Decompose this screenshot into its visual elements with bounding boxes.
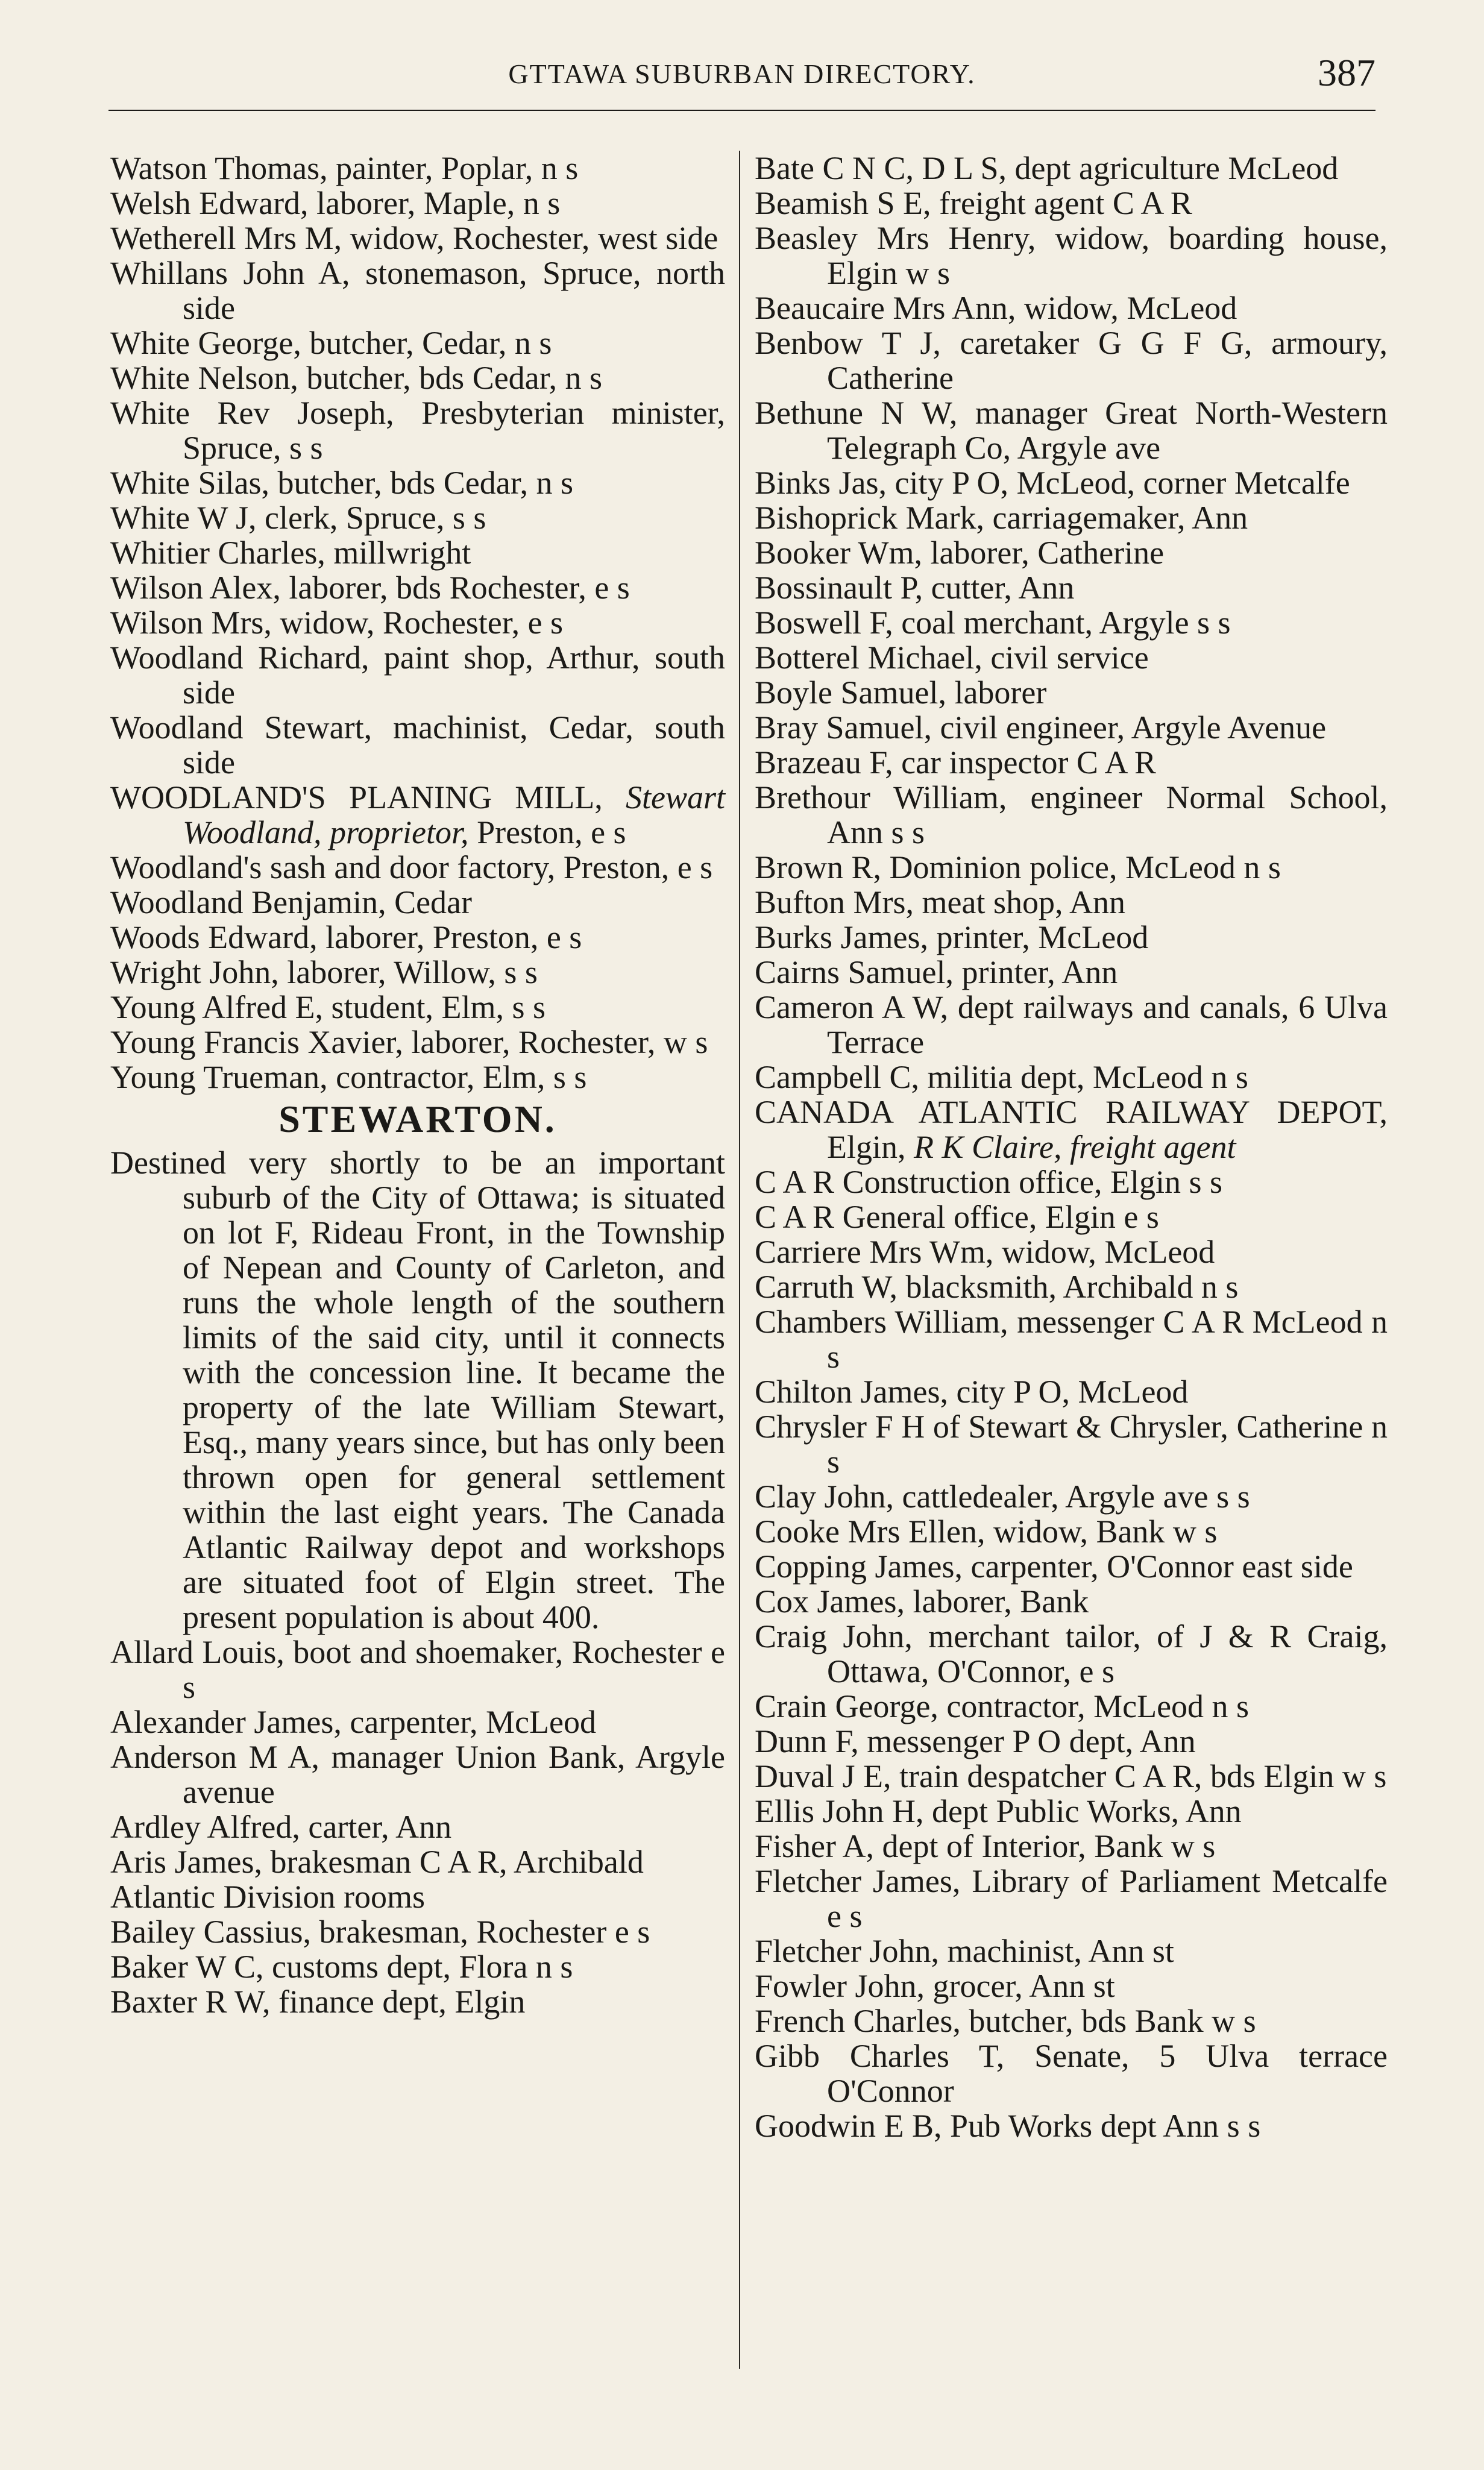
list-item: French Charles, butcher, bds Bank w s — [755, 2003, 1256, 2039]
list-item: White George, butcher, Cedar, n s — [110, 325, 552, 361]
entries-list-wy — [110, 850, 725, 1095]
list-item: Botterel Michael, civil service — [755, 639, 1149, 676]
section-title: STEWARTON. — [278, 1098, 557, 1140]
list-item: Young Alfred E, student, Elm, s s — [110, 989, 546, 1025]
list-item: Gibb Charles T, Senate, 5 Ulva terrace O'Connor — [755, 2038, 1388, 2109]
list-item: Wetherell Mrs M, widow, Rochester, west side — [110, 220, 718, 256]
list-item: Baker W C, customs dept, Flora n s — [110, 1949, 573, 1985]
list-item: Beasley Mrs Henry, widow, boarding house, Elgin w s — [755, 220, 1388, 291]
list-item: Beaucaire Mrs Ann, widow, McLeod — [755, 290, 1237, 326]
list-item: Woodland's sash and door factory, Preston, e s — [110, 849, 713, 885]
list-item: Bishoprick Mark, carriagemaker, Ann — [755, 500, 1248, 536]
list-item: Booker Wm, laborer, Catherine — [755, 535, 1165, 571]
list-item: Bray Samuel, civil engineer, Argyle Avenue — [755, 709, 1327, 746]
list-item: C A R General office, Elgin e s — [755, 1199, 1159, 1235]
business-listing-planing-mill — [110, 780, 725, 850]
list-item: Whillans John A, stonemason, Spruce, north side — [110, 255, 725, 326]
section-description: Destined very shortly to be an important suburb of the City of Ottawa; is situated on lot F, Rideau Front, in the Township of Nepean and County of Carleton, and runs the whole length of the southern limits of the said city, until it connects with the concession line. It became the property of the late William Stewart, Esq., many years since, but has only been thrown open for general settlement within the last eight years. The Canada Atlantic Railway depot and workshops are situated foot of Elgin street. The present population is about 400. — [110, 1145, 725, 1635]
list-item: Alexander James, carpenter, McLeod — [110, 1704, 596, 1740]
page-header — [108, 51, 1376, 100]
list-item: White Silas, butcher, bds Cedar, n s — [110, 465, 574, 501]
list-item: Woodland Stewart, machinist, Cedar, south side — [110, 709, 725, 781]
header-rule — [108, 110, 1376, 111]
running-head: GTTAWA SUBURBAN DIRECTORY. — [508, 58, 976, 89]
list-item: Goodwin E B, Pub Works dept Ann s s — [755, 2108, 1261, 2144]
list-item: Cox James, laborer, Bank — [755, 1583, 1089, 1620]
list-item: Craig John, merchant tailor, of J & R Craig, Ottawa, O'Connor, e s — [755, 1618, 1388, 1689]
list-item: Young Trueman, contractor, Elm, s s — [110, 1059, 587, 1095]
list-item: Bethune N W, manager Great North-Western Telegraph Co, Argyle ave — [755, 395, 1388, 466]
list-item: Aris James, brakesman C A R, Archibald — [110, 1844, 644, 1880]
list-item: Fletcher John, machinist, Ann st — [755, 1933, 1174, 1969]
list-item: White Rev Joseph, Presbyterian minister, Spruce, s s — [110, 395, 725, 466]
list-item: Benbow T J, caretaker G G F G, armoury, Catherine — [755, 325, 1388, 396]
list-item: Carriere Mrs Wm, widow, McLeod — [755, 1234, 1215, 1270]
list-item: Brethour William, engineer Normal School, Ann s s — [755, 779, 1388, 850]
page-number: 387 — [1318, 51, 1376, 94]
list-item: Allard Louis, boot and shoemaker, Rochester e s — [110, 1634, 725, 1705]
business-location: Preston, e s — [477, 814, 626, 850]
list-item: Crain George, contractor, McLeod n s — [755, 1688, 1250, 1724]
list-item: White Nelson, butcher, bds Cedar, n s — [110, 360, 602, 396]
entries-list-w — [110, 151, 725, 780]
list-item: Chambers William, messenger C A R McLeod n s — [755, 1304, 1388, 1375]
list-item: Copping James, carpenter, O'Connor east side — [755, 1548, 1353, 1585]
list-item: Beamish S E, freight agent C A R — [755, 185, 1192, 221]
list-item: Carruth W, blacksmith, Archibald n s — [755, 1269, 1239, 1305]
entries-list-bc — [755, 151, 1388, 1095]
list-item: Brazeau F, car inspector C A R — [755, 744, 1157, 781]
business-proprietor: Stewart Woodland, proprietor, — [183, 779, 726, 850]
list-item: Brown R, Dominion police, McLeod n s — [755, 849, 1281, 885]
list-item: Whitier Charles, millwright — [110, 535, 471, 571]
list-item: Cameron A W, dept railways and canals, 6 Ulva Terrace — [755, 989, 1388, 1060]
list-item: C A R Construction office, Elgin s s — [755, 1164, 1223, 1200]
business-agent: R K Claire, freight agent — [914, 1129, 1236, 1165]
list-item: Clay John, cattledealer, Argyle ave s s — [755, 1479, 1250, 1515]
list-item: Wilson Alex, laborer, bds Rochester, e s — [110, 570, 630, 606]
list-item: Welsh Edward, laborer, Maple, n s — [110, 185, 561, 221]
list-item: Anderson M A, manager Union Bank, Argyle avenue — [110, 1739, 725, 1810]
entries-list-cg — [755, 1164, 1388, 2143]
list-item: Fowler John, grocer, Ann st — [755, 1968, 1115, 2004]
business-location: Elgin, — [827, 1129, 906, 1165]
list-item: Watson Thomas, painter, Poplar, n s — [110, 150, 579, 186]
list-item: White W J, clerk, Spruce, s s — [110, 500, 486, 536]
list-item: Ardley Alfred, carter, Ann — [110, 1809, 452, 1845]
list-item: Fisher A, dept of Interior, Bank w s — [755, 1828, 1216, 1864]
list-item: Fletcher James, Library of Parliament Metcalfe e s — [755, 1863, 1388, 1934]
list-item: Woodland Benjamin, Cedar — [110, 884, 473, 920]
entries-list-ab — [110, 1635, 725, 2019]
right-column — [755, 151, 1388, 2143]
list-item: Burks James, printer, McLeod — [755, 919, 1149, 955]
business-listing-railway-depot — [755, 1095, 1388, 1164]
business-name: CANADA ATLANTIC RAILWAY DEPOT, — [755, 1094, 1388, 1130]
list-item: Chilton James, city P O, McLeod — [755, 1374, 1189, 1410]
list-item: Bate C N C, D L S, dept agriculture McLeod — [755, 150, 1339, 186]
list-item: Binks Jas, city P O, McLeod, corner Metcalfe — [755, 465, 1350, 501]
list-item: Dunn F, messenger P O dept, Ann — [755, 1723, 1196, 1759]
list-item: Cooke Mrs Ellen, widow, Bank w s — [755, 1513, 1218, 1550]
list-item: Bailey Cassius, brakesman, Rochester e s — [110, 1914, 650, 1950]
list-item: Bossinault P, cutter, Ann — [755, 570, 1075, 606]
list-item: Ellis John H, dept Public Works, Ann — [755, 1793, 1242, 1829]
business-name: WOODLAND'S PLANING MILL, — [110, 779, 603, 815]
left-column — [110, 151, 725, 2019]
list-item: Boswell F, coal merchant, Argyle s s — [755, 605, 1231, 641]
list-item: Duval J E, train despatcher C A R, bds Elgin w s — [755, 1758, 1387, 1794]
list-item: Young Francis Xavier, laborer, Rochester, w s — [110, 1024, 708, 1060]
list-item: Bufton Mrs, meat shop, Ann — [755, 884, 1125, 920]
column-divider — [739, 151, 740, 2369]
list-item: Wright John, laborer, Willow, s s — [110, 954, 538, 990]
list-item: Cairns Samuel, printer, Ann — [755, 954, 1118, 990]
list-item: Boyle Samuel, laborer — [755, 674, 1047, 711]
list-item: Woods Edward, laborer, Preston, e s — [110, 919, 582, 955]
list-item: Campbell C, militia dept, McLeod n s — [755, 1059, 1248, 1095]
list-item: Wilson Mrs, widow, Rochester, e s — [110, 605, 564, 641]
list-item: Woodland Richard, paint shop, Arthur, south side — [110, 639, 725, 711]
list-item: Chrysler F H of Stewart & Chrysler, Catherine n s — [755, 1409, 1388, 1480]
list-item: Baxter R W, finance dept, Elgin — [110, 1984, 526, 2020]
list-item: Atlantic Division rooms — [110, 1879, 425, 1915]
